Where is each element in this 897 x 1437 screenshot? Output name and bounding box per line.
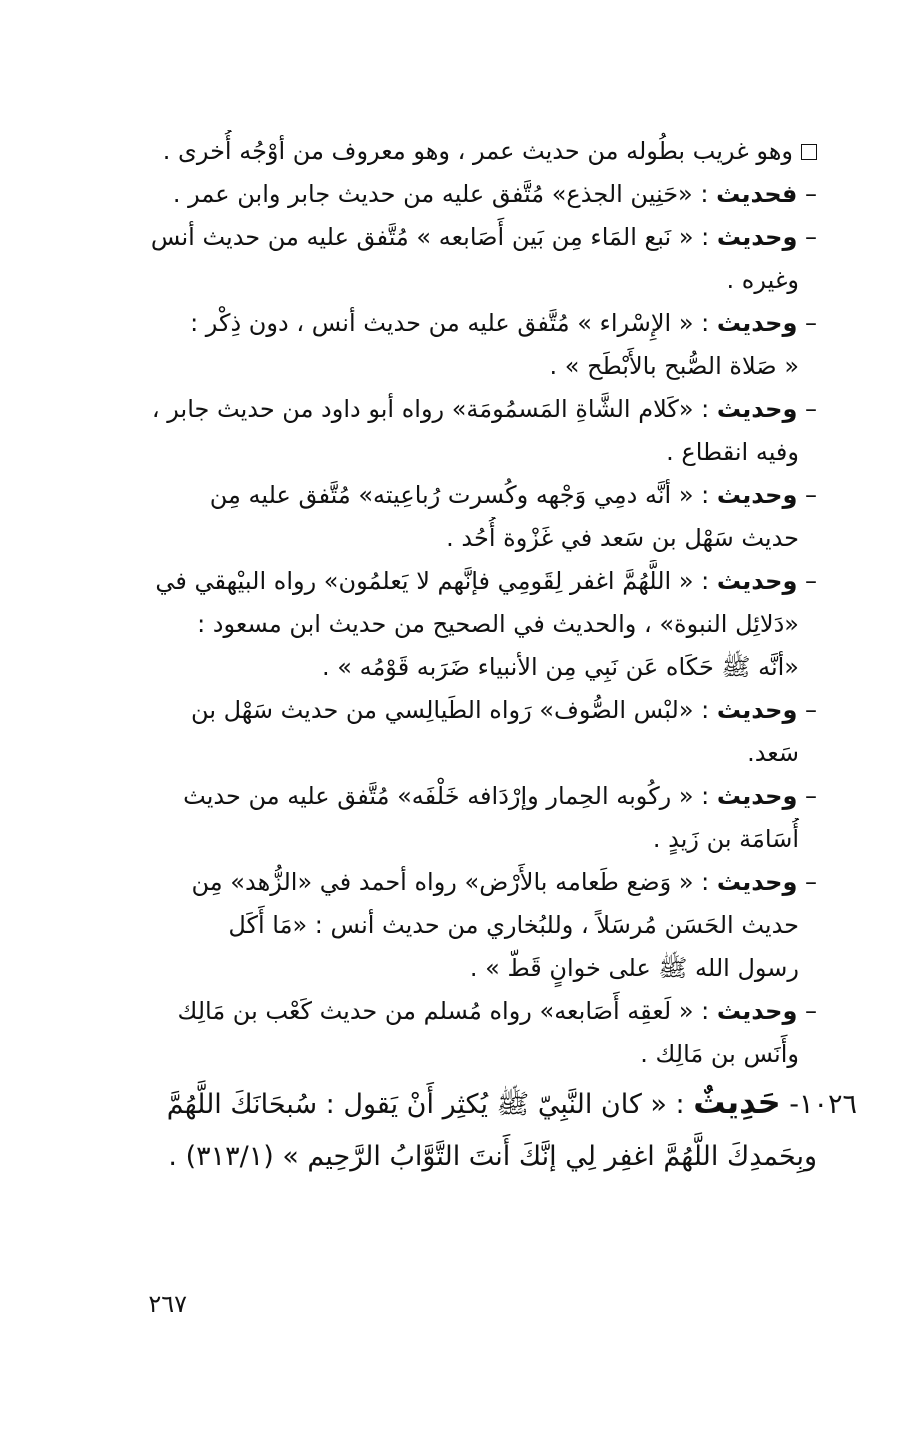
- hadith-ref-line: – وحديث : « نَبع المَاء مِن بَين أَصَابعه » مُتَّفق عليه من حديث أنس: [150, 223, 817, 251]
- continuation-line: رسول الله ﷺ على خوانٍ قَطّ » .: [469, 954, 799, 982]
- document-body: [117, 130, 857, 1183]
- continuation-line: وفيه انقطاع .: [666, 438, 799, 466]
- hadith-ref-line: – وحديث : « الإِسْراء » مُتَّفق عليه من حديث أنس ، دون ذِكْر :: [190, 309, 817, 337]
- continuation-line: «دَلائِل النبوة» ، والحديث في الصحيح من حديث ابن مسعود :: [197, 610, 799, 638]
- hadith-ref-label: وحديث: [716, 868, 798, 896]
- continuation-line: حديث الحَسَن مُرسَلاً ، وللبُخاري من حديث أنس : «مَا أَكَل: [228, 911, 799, 939]
- hadith-entry-line: [117, 1076, 857, 1131]
- hadith-ref-line: – فحديث : «حَنِين الجذع» مُتَّفق عليه من حديث جابر وابن عمر .: [172, 180, 817, 208]
- hadith-ref-label: وحديث: [716, 309, 798, 337]
- hadith-ref-line: – وحديث : « وَضع طَعامه بالأَرْض» رواه أحمد في «الزُّهد» مِن: [191, 868, 817, 896]
- hadith-ref-label: فحديث: [716, 180, 798, 208]
- continuation-line: وأَنَس بن مَالِك .: [640, 1040, 799, 1068]
- hadith-ref-label: وحديث: [716, 782, 798, 810]
- hadith-ref-label: وحديث: [716, 481, 798, 509]
- hadith-ref-line: – وحديث : « أنَّه دمِي وَجْهه وكُسرت رُباعِيته» مُتَّفق عليه مِن: [209, 481, 817, 509]
- continuation-line: أُسَامَة بن زَيدٍ .: [652, 825, 799, 853]
- hadith-ref-label: وحديث: [716, 567, 798, 595]
- page-number: ٢٦٧: [148, 1290, 187, 1318]
- hadith-text-line-2: وبِحَمدِكَ اللَّهُمَّ اغفِر لِي إنَّكَ أَنتَ التَّوَّابُ الرَّحِيم » (٣١٣/١) .: [168, 1141, 817, 1172]
- hadith-entry-line: [117, 1131, 817, 1183]
- hadith-ref-label: وحديث: [716, 696, 798, 724]
- hadith-ref-line: – وحديث : « لَعقِه أَصَابعه» رواه مُسلم من حديث كَعْب بن مَالِك: [177, 997, 817, 1025]
- hadith-ref-line: – وحديث : «كَلام الشَّاةِ المَسمُومَة» رواه أبو داود من حديث جابر ،: [151, 395, 817, 423]
- intro-line: [117, 130, 817, 173]
- hadith-ref-line: – وحديث : «لبْس الصُّوف» رَواه الطَيالِسي من حديث سَهْل بن: [191, 696, 817, 724]
- continuation-line: « صَلاة الصُّبح بالأَبْطَح » .: [549, 352, 799, 380]
- intro-text: وهو غريب بطُوله من حديث عمر ، وهو معروف من أوْجُه أُخرى .: [162, 137, 793, 165]
- continuation-line: «أنَّه ﷺ حَكَاه عَن نَبِي مِن الأنبياء ضَرَبه قَوْمُه » .: [322, 653, 799, 681]
- hadith-number: ١٠٢٦-: [780, 1089, 857, 1120]
- hadith-ref-line: – وحديث : « اللَّهُمَّ اغفر لِقَومِي فإنَّهم لا يَعلمُون» رواه البيْهقي في: [155, 567, 817, 595]
- hadith-ref-line: – وحديث : « ركُوبه الحِمار وإرْدَافه خَلْفَه» مُتَّفق عليه من حديث: [183, 782, 817, 810]
- hadith-ref-label: وحديث: [716, 997, 798, 1025]
- square-bullet-icon: [801, 144, 817, 160]
- hadith-label: حَدِيثٌ: [693, 1083, 781, 1121]
- hadith-text-line-1: : « كان النَّبِيّ ﷺ يُكثِر أَنْ يَقول : سُبحَانَكَ اللَّهُمَّ: [166, 1089, 694, 1120]
- hadith-ref-label: وحديث: [716, 223, 798, 251]
- continuation-line: وغيره .: [726, 266, 799, 294]
- continuation-line: حديث سَهْل بن سَعد في غَزْوة أُحُد .: [446, 524, 799, 552]
- hadith-ref-label: وحديث: [716, 395, 798, 423]
- continuation-line: سَعد.: [747, 739, 799, 767]
